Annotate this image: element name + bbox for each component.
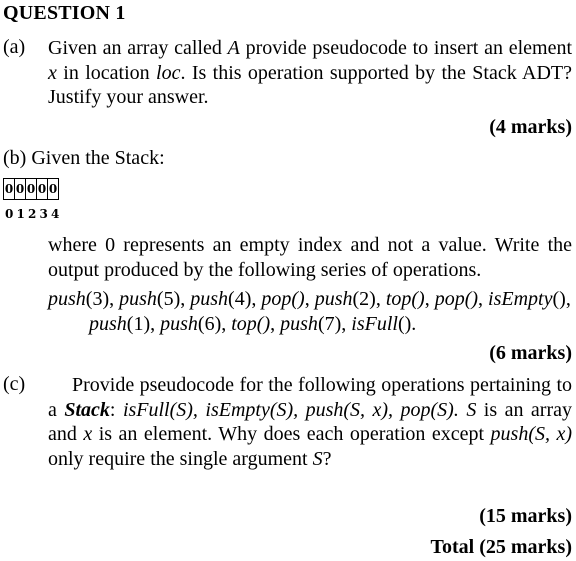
line1-op-1: push (119, 288, 157, 310)
stack-indices (5, 207, 63, 221)
part-c-label: (c) (3, 373, 26, 395)
part-b-label: (b) Given the Stack: (3, 147, 165, 169)
line1-op-7: isEmpty (488, 288, 553, 310)
line1-op-arg-1: (5) (156, 288, 181, 310)
part-c-text: Provide pseudocode for the following operations pertaining to a Stack: isFull(S), isEmpty(S), push(S, x), pop(S). S is an array and x is an element. Why does each operation except push(S, x) only require the single argument S? (48, 374, 572, 470)
part-b-marks: (6 marks) (489, 342, 572, 364)
line2-op-0: push (89, 313, 127, 335)
total-marks: Total (25 marks) (430, 536, 572, 558)
stack-index-4: 4 (51, 207, 60, 221)
line2-op-arg-1: (6) (197, 313, 222, 335)
stack-cell-3: 0 (37, 179, 48, 199)
part-b-description: where 0 represents an empty index and not a value. Write the output produced by the following series of operations. (48, 234, 572, 281)
stack-cell-1: 0 (15, 179, 26, 199)
line2-op-3: push (280, 313, 318, 335)
line2-op-arg-0: (1) (126, 313, 151, 335)
part-a-marks: (4 marks) (489, 116, 572, 138)
line1-op-arg-0: (3) (85, 288, 110, 310)
stack-index-0: 0 (5, 207, 14, 221)
line1-op-2: push (190, 288, 229, 310)
line2-op-arg-4: () (397, 313, 412, 335)
line2-op-2: top() (231, 313, 271, 335)
stack-index-2: 2 (28, 207, 37, 221)
stack-index-3: 3 (39, 207, 48, 221)
stack-cell-4: 0 (48, 182, 58, 196)
operations-list: push(3), push(5), push(4), pop(), push(2), top(), pop(), isEmpty(), push(1), push(6), top(), push(7), isFull(). (48, 288, 571, 335)
line1-op-0: push (48, 288, 86, 310)
line1-op-3: pop() (261, 288, 305, 310)
part-a-text: Given an array called A provide pseudocode to insert an element x in location loc. Is this operation supported by the Stack ADT? Justify your answer. (48, 37, 572, 108)
line2-op-4: isFull (351, 313, 398, 335)
line1-op-6: pop() (434, 288, 479, 310)
stack-cell-0: 0 (4, 179, 15, 199)
stack-index-1: 1 (16, 207, 25, 221)
part-c-marks: (15 marks) (479, 505, 572, 527)
part-a-label: (a) (3, 36, 26, 58)
line1-op-4: push (314, 288, 353, 310)
line2-op-1: push (160, 313, 198, 335)
line1-op-arg-2: (4) (228, 288, 252, 310)
line1-op-arg-7: () (552, 288, 566, 310)
line2-op-arg-3: (7) (317, 313, 342, 335)
stack-diagram (3, 178, 59, 200)
line1-op-5: top() (385, 288, 425, 310)
line1-op-arg-4: (2) (352, 288, 376, 310)
stack-cell-2: 0 (26, 179, 37, 199)
question-title: QUESTION 1 (3, 2, 126, 24)
